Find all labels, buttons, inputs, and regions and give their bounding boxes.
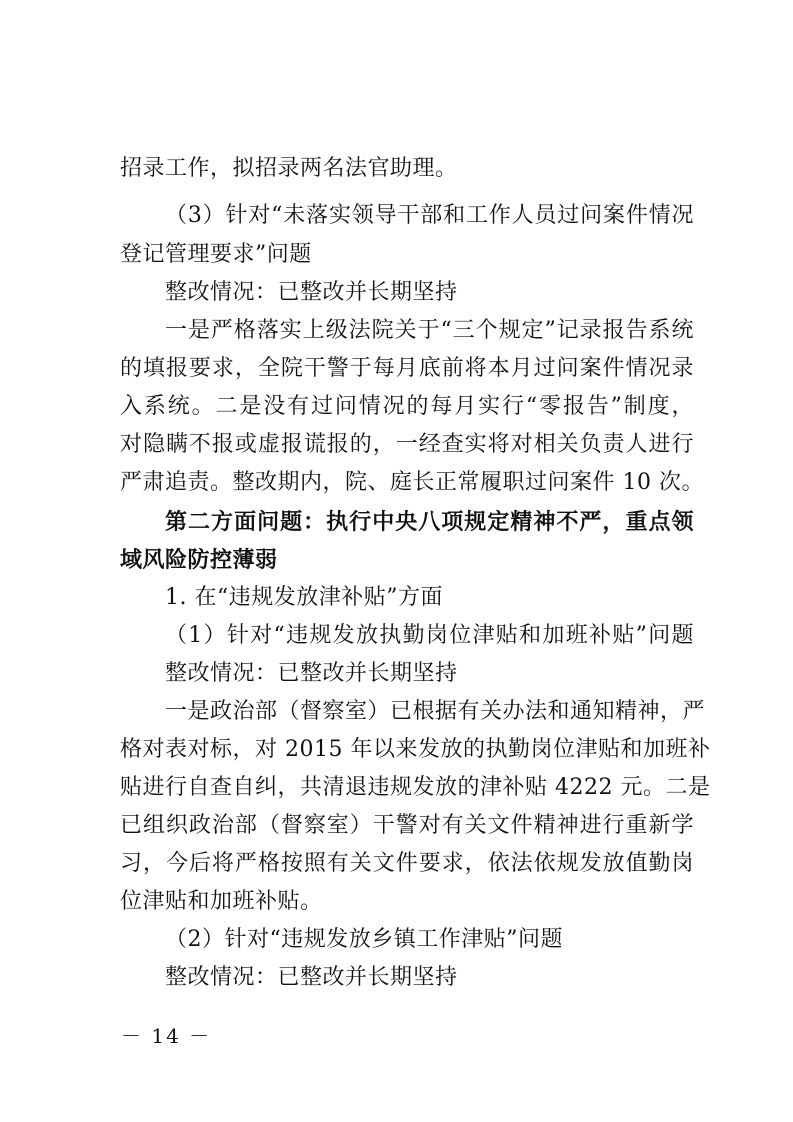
paragraph-line: 格对表对标，对 2015 年以来发放的执勤岗位津贴和加班补: [120, 737, 711, 762]
paragraph-line: 一是严格落实上级法院关于“三个规定”记录报告系统: [165, 318, 694, 343]
paragraph-line: 对隐瞒不报或虚报谎报的，一经查实将对相关负责人进行: [120, 432, 694, 457]
section-heading-line: （1）针对“违规发放执勤岗位津贴和加班补贴”问题: [165, 623, 694, 648]
paragraph-line: 已组织政治部（督察室）干警对有关文件精神进行重新学: [120, 813, 694, 838]
paragraph-line: 贴进行自查自纠，共清退违规发放的津补贴 4222 元。二是: [120, 775, 711, 800]
section-heading-line: 登记管理要求”问题: [120, 242, 312, 267]
paragraph-line: 入系统。二是没有过问情况的每月实行“零报告”制度，: [120, 394, 694, 419]
paragraph-line: 习，今后将严格按照有关文件要求，依法依规发放值勤岗: [120, 851, 694, 876]
paragraph-line: 的填报要求，全院干警于每月底前将本月过问案件情况录: [120, 356, 694, 381]
section-heading-line: 第二方面问题：执行中央八项规定精神不严，重点领: [165, 509, 694, 535]
section-heading-line: （2）针对“违规发放乡镇工作津贴”问题: [165, 927, 563, 952]
subsection-heading-line: 1. 在“违规发放津补贴”方面: [165, 585, 443, 610]
page-number: － 14 －: [121, 1024, 212, 1048]
section-heading-line: 域风险防控薄弱: [120, 547, 278, 573]
status-line: 整改情况：已整改并长期坚持: [165, 280, 458, 305]
paragraph-line: 严肃追责。整改期内，院、庭长正常履职过问案件 10 次。: [120, 470, 704, 495]
status-line: 整改情况：已整改并长期坚持: [165, 965, 458, 990]
status-line: 整改情况：已整改并长期坚持: [165, 661, 458, 686]
paragraph-line: 位津贴和加班补贴。: [120, 889, 323, 914]
section-heading-line: （3）针对“未落实领导干部和工作人员过问案件情况: [165, 203, 694, 228]
paragraph-line: 一是政治部（督察室）已根据有关办法和通知精神，严: [165, 699, 706, 724]
paragraph-line: 招录工作，拟招录两名法官助理。: [120, 156, 458, 181]
